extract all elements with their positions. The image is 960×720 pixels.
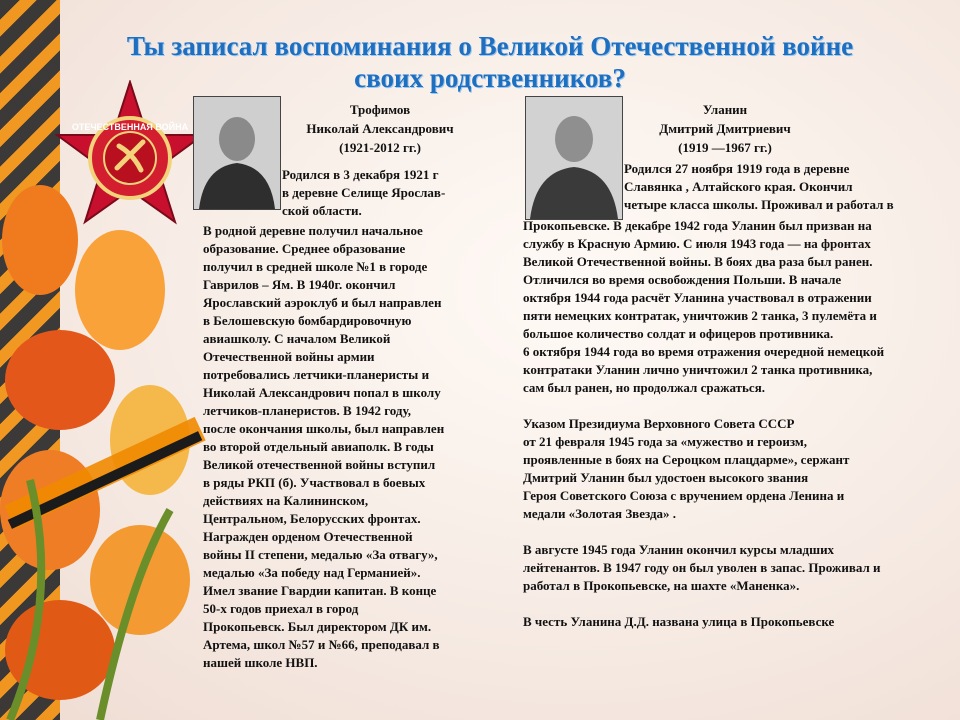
spacer <box>523 523 953 541</box>
text-line: сам был ранен, но продолжал сражаться. <box>523 380 765 395</box>
text-line: пяти немецких контратак, уничтожив 2 танка, 3 пулемёта и <box>523 308 877 323</box>
spacer <box>523 595 953 613</box>
text-line: авиашколу. С началом Великой <box>203 331 391 346</box>
text-line: Великой отечественной войны вступил <box>203 457 436 472</box>
slide-title <box>120 30 860 94</box>
text-line: после окончания школы, был направлен <box>203 421 445 436</box>
text-line: во второй отдельный авиаполк. В годы <box>203 439 434 454</box>
text-line: 50-х годов приехал в город <box>203 601 359 616</box>
ulanin-side-text <box>624 160 954 214</box>
trofimov-years: (1921-2012 гг.) <box>339 140 421 155</box>
emblem-caption: ОТЕЧЕСТВЕННАЯ ВОЙНА <box>71 122 189 132</box>
text-line: большое количество солдат и офицеров противника. <box>523 326 834 341</box>
text-line: образование. Среднее образование <box>203 241 406 256</box>
text-line: Родился 27 ноября 1919 года в деревне <box>624 161 850 176</box>
text-line: Славянка , Алтайского края. Окончил <box>624 179 853 194</box>
text-line: Родился в 3 декабря 1921 г <box>282 167 439 182</box>
ulanin-name: Дмитрий Дмитриевич <box>659 121 791 136</box>
text-line: лейтенантов. В 1947 году он был уволен в запас. Проживал и <box>523 560 881 575</box>
trofimov-surname: Трофимов <box>349 102 411 117</box>
text-line: потребовались летчики-планеристы и <box>203 367 430 382</box>
photo-trofimov <box>193 96 281 210</box>
text-line: Ярославский аэроклуб и был направлен <box>203 295 442 310</box>
text-line: службу в Красную Армию. С июля 1943 года — на фронтах <box>523 236 871 251</box>
order-patriotic-war-emblem <box>55 80 205 230</box>
trofimov-bio <box>203 222 493 672</box>
text-line: Прокопьевске. В декабре 1942 года Уланин был призван на <box>523 218 872 233</box>
text-line: Центральном, Белорусских фронтах. <box>203 511 421 526</box>
text-line: получил в средней школе №1 в городе <box>203 259 428 274</box>
photo-ulanin <box>525 96 623 220</box>
title-line-1: Ты записал воспоминания о Великой Отечественной войне <box>126 31 854 61</box>
text-line: В августе 1945 года Уланин окончил курсы младших <box>523 542 835 557</box>
text-line: нашей школе НВП. <box>203 655 318 670</box>
text-line: медалью «За победу над Германией». <box>203 565 421 580</box>
text-line: Отличился во время освобождения Польши. В начале <box>523 272 842 287</box>
text-line: в деревне Селище Ярослав- <box>282 185 446 200</box>
text-line: 6 октября 1944 года во время отражения очередной немецкой <box>523 344 885 359</box>
header-trofimov <box>280 100 480 157</box>
text-line: медали «Золотая Звезда» . <box>523 506 677 521</box>
text-line: Прокопьевск. Был директором ДК им. <box>203 619 432 634</box>
tulips-decoration <box>0 180 210 720</box>
text-line: от 21 февраля 1945 года за «мужество и героизм, <box>523 434 807 449</box>
text-line: В родной деревне получил начальное <box>203 223 423 238</box>
text-line: Николай Александрович попал в школу <box>203 385 441 400</box>
text-line: Гаврилов – Ям. В 1940г. окончил <box>203 277 396 292</box>
text-line: Отечественной войны армии <box>203 349 375 364</box>
header-ulanin <box>620 100 830 157</box>
ulanin-years: (1919 —1967 гг.) <box>678 140 772 155</box>
ulanin-surname: Уланин <box>702 102 748 117</box>
text-line: работал в Прокопьевске, на шахте «Маненка». <box>523 578 800 593</box>
text-line: Великой Отечественной войны. В боях два раза был ранен. <box>523 254 873 269</box>
text-line: проявленные в боях на Сероцком плацдарме», сержант <box>523 452 850 467</box>
text-line: контратаки Уланин лично уничтожил 2 танка противника, <box>523 362 873 377</box>
text-line: Награжден орденом Отечественной <box>203 529 413 544</box>
text-line: В честь Уланина Д.Д. названа улица в Прокопьевске <box>523 614 835 629</box>
spacer <box>523 397 953 415</box>
ulanin-bio <box>523 217 953 631</box>
text-line: действиях на Калининском, <box>203 493 369 508</box>
text-line: Указом Президиума Верховного Совета СССР <box>523 416 795 431</box>
text-line: октября 1944 года расчёт Уланина участвовал в отражении <box>523 290 872 305</box>
title-line-2: своих родственников? <box>354 63 626 93</box>
text-line: войны II степени, медалью «За отвагу», <box>203 547 438 562</box>
trofimov-name: Николай Александрович <box>306 121 454 136</box>
text-line: в Белошевскую бомбардировочную <box>203 313 412 328</box>
text-line: в ряды РКП (б). Участвовал в боевых <box>203 475 426 490</box>
trofimov-side-text <box>282 166 482 220</box>
text-line: Артема, школ №57 и №66, преподавал в <box>203 637 440 652</box>
text-line: Имел звание Гвардии капитан. В конце <box>203 583 437 598</box>
text-line: Дмитрий Уланин был удостоен высокого звания <box>523 470 809 485</box>
text-line: Героя Советского Союза с вручением ордена Ленина и <box>523 488 845 503</box>
text-line: четыре класса школы. Проживал и работал в <box>624 197 894 212</box>
text-line: летчиков-планеристов. В 1942 году, <box>203 403 411 418</box>
text-line: ской области. <box>282 203 362 218</box>
